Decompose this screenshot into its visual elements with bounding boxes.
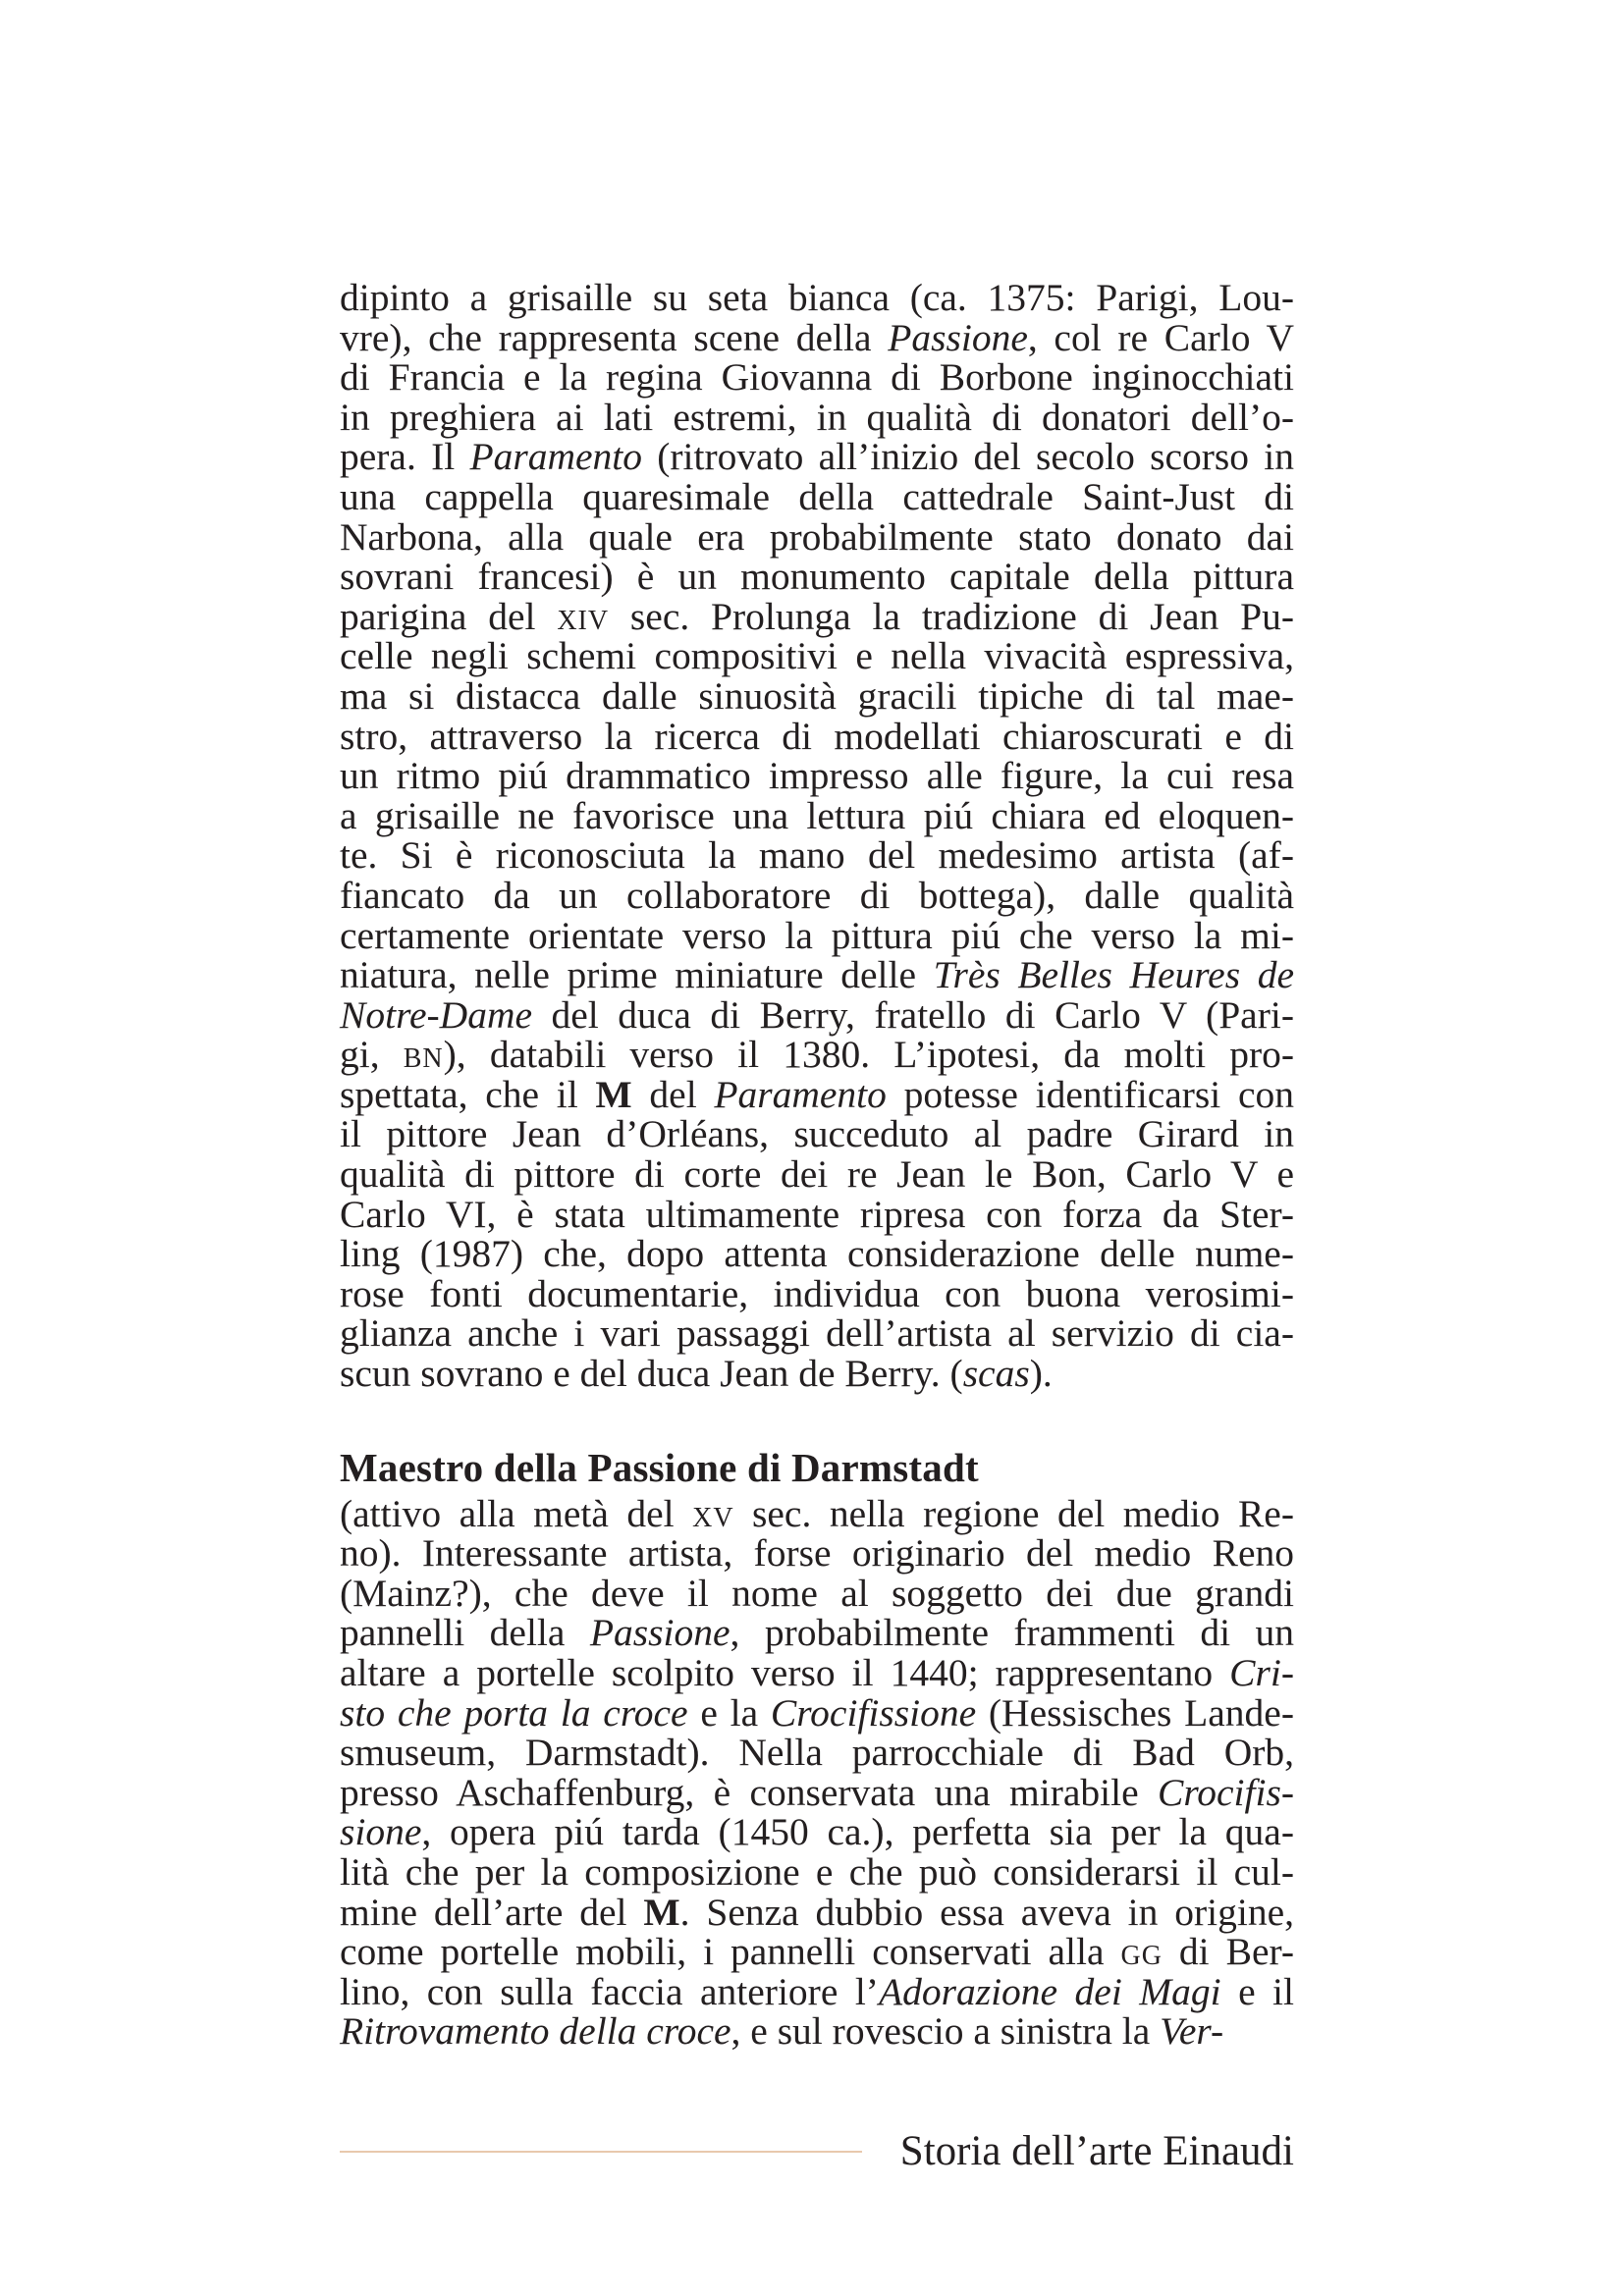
text-line: ling (1987) che, dopo attenta considerazione delle nume-: [340, 1232, 1294, 1276]
text-line: mine dell’arte del M. Senza dubbio essa aveva in origine,: [340, 1890, 1294, 1934]
italic-title: sione: [340, 1810, 422, 1854]
bold-abbreviation: M: [643, 1890, 680, 1934]
italic-title: Crocifissione: [770, 1690, 977, 1735]
small-caps-abbreviation: xiv: [557, 594, 610, 638]
italic-title: Passione: [589, 1611, 730, 1655]
text-line: altare a portelle scolpito verso il 1440; rappresentano Cri-: [340, 1651, 1294, 1694]
text-line: presso Aschaffenburg, è conservata una mirabile Crocifis-: [340, 1770, 1294, 1814]
text-line: te. Si è riconosciuta la mano del medesimo artista (af-: [340, 833, 1294, 878]
text-line: come portelle mobili, i pannelli conservati alla gg di Ber-: [340, 1930, 1294, 1974]
text-line: lità che per la composizione e che può considerarsi il cul-: [340, 1849, 1294, 1894]
text-line: ma si distacca dalle sinuosità gracili tipiche di tal mae-: [340, 673, 1294, 718]
text-line: rose fonti documentarie, individua con buona verosimi-: [340, 1271, 1294, 1315]
text-line: il pittore Jean d’Orléans, succeduto al padre Girard in: [340, 1112, 1294, 1156]
text-line: pera. Il Paramento (ritrovato all’inizio del secolo scorso in: [340, 435, 1294, 479]
entry-continuation-paragraph: [340, 278, 1294, 1394]
small-caps-abbreviation: gg: [1120, 1930, 1163, 1974]
text-line: fiancato da un collaboratore di bottega), dalle qualità: [340, 873, 1294, 917]
text-line: parigina del xiv sec. Prolunga la tradizione di Jean Pu-: [340, 594, 1294, 638]
text-line: spettata, che il M del Paramento potesse identificarsi con: [340, 1072, 1294, 1116]
italic-title: Adorazione dei Magi: [878, 1969, 1221, 2013]
italic-title: Passione: [888, 315, 1028, 359]
text-line: no). Interessante artista, forse originario del medio Reno: [340, 1531, 1294, 1575]
text-line: Narbona, alla quale era probabilmente stato donato dai: [340, 514, 1294, 559]
text-line: a grisaille ne favorisce una lettura piú chiara ed eloquen-: [340, 793, 1294, 837]
small-caps-abbreviation: bn: [403, 1033, 444, 1077]
text-line: (attivo alla metà del xv sec. nella regione del medio Re-: [340, 1491, 1294, 1535]
text-line: gi, bn), databili verso il 1380. L’ipotesi, da molti pro-: [340, 1033, 1294, 1077]
italic-title: Paramento: [469, 435, 642, 479]
text-line: smuseum, Darmstadt). Nella parrocchiale di Bad Orb,: [340, 1731, 1294, 1775]
text-line: vre), che rappresenta scene della Passione, col re Carlo V: [340, 315, 1295, 359]
footer-rule: [340, 2151, 862, 2153]
italic-title: Très Belles Heures de: [933, 953, 1294, 997]
text-line: celle negli schemi compositivi e nella vivacità espressiva,: [340, 634, 1294, 678]
text-line: certamente orientate verso la pittura piú che verso la mi-: [340, 913, 1294, 957]
text-line: lino, con sulla faccia anteriore l’Adorazione dei Magi e il: [340, 1969, 1295, 2013]
italic-title: Cri-: [1229, 1651, 1294, 1694]
text-line: pannelli della Passione, probabilmente frammenti di un: [340, 1611, 1295, 1655]
entry-heading: Maestro della Passione di Darmstadt: [340, 1444, 979, 1490]
italic-title: Paramento: [714, 1072, 887, 1116]
text-line: qualità di pittore di corte dei re Jean le Bon, Carlo V e: [340, 1152, 1294, 1197]
entry-body-paragraph: [340, 1491, 1295, 2054]
text-line: Carlo VI, è stata ultimamente ripresa con forza da Ster-: [340, 1192, 1294, 1236]
text-line: sovrani francesi) è un monumento capitale della pittura: [340, 555, 1294, 599]
italic-title: Crocifis-: [1158, 1770, 1294, 1814]
text-line: sto che porta la croce e la Crocifissione (Hessisches Lande-: [340, 1690, 1294, 1735]
text-line: Ritrovamento della croce, e sul rovescio a sinistra la Ver-: [340, 2009, 1224, 2054]
text-line: (Mainz?), che deve il nome al soggetto dei due grandi: [340, 1571, 1294, 1615]
italic-title: Ritrovamento della croce: [340, 2009, 731, 2054]
text-column: [340, 278, 1294, 2052]
text-line: Notre-Dame del duca di Berry, fratello di Carlo V (Pari-: [340, 992, 1294, 1037]
footer-title: Storia dell’arte Einaudi: [899, 2128, 1294, 2174]
text-line: glianza anche i vari passaggi dell’artista al servizio di cia-: [340, 1311, 1294, 1356]
text-line: dipinto a grisaille su seta bianca (ca. 1375: Parigi, Lou-: [340, 276, 1294, 319]
text-line: in preghiera ai lati estremi, in qualità di donatori dell’o-: [340, 395, 1294, 439]
text-line: di Francia e la regina Giovanna di Borbone inginocchiati: [340, 355, 1294, 400]
bold-abbreviation: M: [595, 1072, 632, 1116]
page-footer: [340, 2128, 1294, 2177]
text-line: un ritmo piú drammatico impresso alle figure, la cui resa: [340, 754, 1294, 798]
text-line: sione, opera piú tarda (1450 ca.), perfetta sia per la qua-: [340, 1810, 1294, 1854]
small-caps-abbreviation: xv: [692, 1491, 734, 1535]
text-line: una cappella quaresimale della cattedrale Saint-Just di: [340, 474, 1294, 518]
italic-title: Ver-: [1160, 2009, 1224, 2054]
italic-title: sto che porta la croce: [340, 1690, 688, 1735]
text-line: niatura, nelle prime miniature delle Très Belles Heures de: [340, 953, 1294, 997]
text-line: stro, attraverso la ricerca di modellati chiaroscurati e di: [340, 714, 1294, 758]
text-line: scun sovrano e del duca Jean de Berry. (scas).: [340, 1352, 1053, 1396]
italic-title: scas: [962, 1352, 1030, 1396]
italic-title: Notre-Dame: [340, 992, 532, 1037]
